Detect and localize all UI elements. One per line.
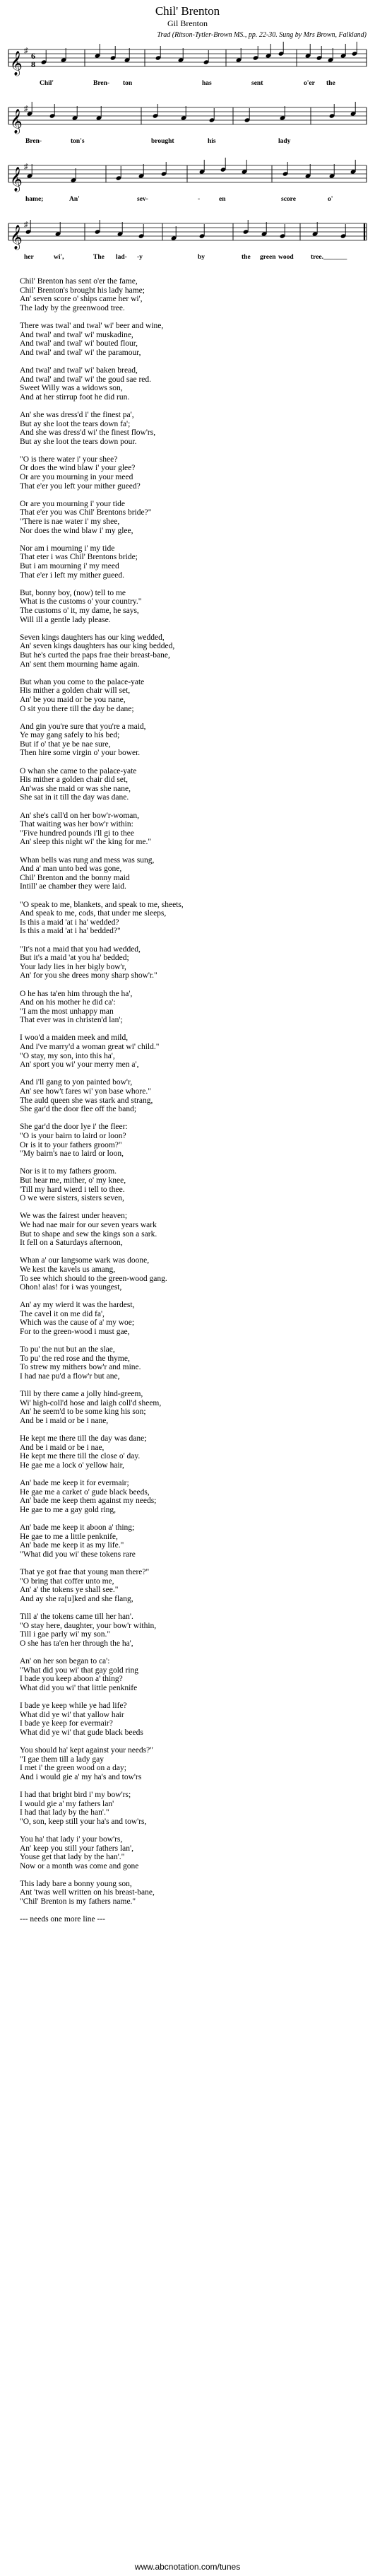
stanza-line: And twal' and twal' wi' the paramour, bbox=[20, 348, 141, 357]
stanza-line: An' seven kings daughters has our king bedded, bbox=[20, 642, 175, 651]
stanza-line: But he's curted the paps frae their breast-bane, bbox=[20, 650, 170, 660]
score-lyric-syllable: his bbox=[208, 138, 216, 145]
treble-clef-icon: 𝄞 bbox=[10, 52, 23, 75]
stanza bbox=[20, 500, 359, 535]
stanza bbox=[20, 1034, 359, 1069]
stanza-line: The auld queen she was stark and strang, bbox=[20, 1096, 153, 1105]
stanza-line: I met i' the green wood on a day; bbox=[20, 1764, 126, 1773]
tune-source: Trad (Ritson-Tytler-Brown MS., pp. 22-30. Sung by Mrs Brown, Falkland) bbox=[157, 31, 367, 39]
stanza-line: And ay she ra[u]ked and she flang, bbox=[20, 1594, 133, 1603]
stanza-line: Chil' Brenton and the bonny maid bbox=[20, 873, 130, 882]
stanza-line: You should ha' kept against your needs?" bbox=[20, 1745, 153, 1755]
stanza-line: "Five hundred pounds i'll gi to thee bbox=[20, 829, 134, 838]
stanza-line: What is the customs o' your country." bbox=[20, 597, 142, 607]
stanza-line: He gae me a carket o' gude black beeds, bbox=[20, 1487, 150, 1497]
stanza-line: "O stay here, daughter, your bow'r within, bbox=[20, 1621, 157, 1630]
score-lyric-syllable: sev- bbox=[137, 196, 148, 203]
stanza-line: Now or a month was come and gone bbox=[20, 1861, 139, 1870]
stanza-line: An' sleep this night wi' the king for me." bbox=[20, 838, 152, 847]
stanza-line: Nor does the wind blaw i' my glee, bbox=[20, 526, 133, 535]
stanza-line: I had nae pu'd a flow'r but ane, bbox=[20, 1372, 120, 1381]
stanza-line: And speak to me, cods, that under me sleeps, bbox=[20, 909, 167, 918]
stanza bbox=[20, 1078, 359, 1113]
score-lyric-syllable: en bbox=[219, 196, 226, 203]
stanza bbox=[20, 1791, 359, 1826]
time-signature: 6 bbox=[31, 51, 35, 61]
stanza-line: Ye may gang safely to his bed; bbox=[20, 731, 120, 740]
score-lyric-syllable: o' bbox=[328, 196, 333, 203]
stanza-line: An' bade me keep it for evermair; bbox=[20, 1479, 129, 1488]
stanza bbox=[20, 812, 359, 847]
stanza-line: Seven kings daughters has our king wedded, bbox=[20, 633, 165, 642]
stanza bbox=[20, 1167, 359, 1202]
sharp-icon: ♯ bbox=[24, 163, 28, 171]
stanza-line: He kept me there till the close o' day. bbox=[20, 1452, 141, 1461]
stanza bbox=[20, 1390, 359, 1425]
stanza-line: We kest the kavels us amang, bbox=[20, 1265, 116, 1274]
stanza-line: And be i maid or be i nae, bbox=[20, 1443, 105, 1452]
stanza-line: An' on her son began to ca': bbox=[20, 1657, 110, 1666]
stanza bbox=[20, 1479, 359, 1514]
stanza-line: "My bairn's nae to laird or loon, bbox=[20, 1149, 124, 1159]
stanza-line: I had that bright bird i' my bow'rs; bbox=[20, 1790, 131, 1799]
stanza-line: She gar'd the door flee off the band; bbox=[20, 1105, 137, 1114]
stanza-line: It fell on a Saturdays afternoon, bbox=[20, 1239, 123, 1248]
stanza-line: "I gae them till a lady gay bbox=[20, 1755, 105, 1764]
stanza-line: And i've marry'd a woman great wi' child." bbox=[20, 1043, 160, 1052]
score-lyric-syllable: lad- bbox=[116, 254, 127, 261]
music-score bbox=[0, 40, 375, 273]
stanza-line: I woo'd a maiden meek and mild, bbox=[20, 1034, 129, 1043]
stanza-line: I would gie a' my fathers lan' bbox=[20, 1799, 114, 1808]
score-lyric-syllable: - bbox=[198, 196, 201, 203]
stanza-line: This lady bare a bonny young son, bbox=[20, 1879, 132, 1888]
score-lyric-syllable: the bbox=[326, 80, 335, 87]
stanza-line: And twal' and twal' wi' the goud sae red. bbox=[20, 375, 152, 384]
stanza-line: An' keep you still your fathers lan', bbox=[20, 1844, 133, 1853]
stanza-line: The customs o' it, my dame, he says, bbox=[20, 606, 139, 615]
stanza-line: O whan she came to the palace-yate bbox=[20, 766, 137, 775]
stanza bbox=[20, 945, 359, 980]
stanza-line: She gar'd the door lye i' the fleer: bbox=[20, 1123, 128, 1132]
stanza-line: He gae me a lock o' yellow hair, bbox=[20, 1460, 124, 1470]
stanza-line: What did ye wi' that yallow hair bbox=[20, 1710, 124, 1719]
score-lyric-syllable: ton's bbox=[71, 138, 85, 145]
stanza-line: O we were sisters, sisters seven, bbox=[20, 1194, 124, 1203]
stanza-line: She sat in it till the day was dane. bbox=[20, 793, 129, 802]
stanza-line: I bade ye keep for evermair? bbox=[20, 1719, 113, 1728]
stanza-line: Is this a maid 'at i ha' bedded?" bbox=[20, 927, 121, 936]
stanza-line: And i would gie a' my ha's and tow'rs bbox=[20, 1772, 142, 1781]
stanza-line: He kept me there till the day was dane; bbox=[20, 1434, 147, 1444]
stanza-line: Will ill a gentle lady please. bbox=[20, 615, 111, 624]
stanza-line: We was the fairest under heaven; bbox=[20, 1212, 128, 1221]
stanza-line: And twal' and twal' wi' baken bread, bbox=[20, 365, 138, 375]
stanza-line: That waiting was her bow'r within: bbox=[20, 820, 133, 829]
stanza-line: An' bade me keep it aboon a' thing; bbox=[20, 1523, 135, 1533]
stanza-line: O he has ta'en him through the ha', bbox=[20, 989, 133, 998]
stanza-line: To see which should to the green-wood gang. bbox=[20, 1274, 167, 1283]
stanza-line: To strew my mithers bow'r and mine. bbox=[20, 1363, 141, 1372]
score-lyric-syllable: ton bbox=[123, 80, 133, 87]
stanza bbox=[20, 1434, 359, 1470]
stanza-line: Chil' Brenton has sent o'er the fame, bbox=[20, 277, 138, 286]
stanza-line: And i'll gang to yon painted bow'r, bbox=[20, 1078, 133, 1087]
stanza-line: "What did you wi' that gay gold ring bbox=[20, 1665, 139, 1675]
stanza-line: An' see how't fares wi' yon base whore." bbox=[20, 1087, 151, 1096]
stanza-line: Nor is it to my fathers groom. bbox=[20, 1167, 117, 1176]
stanza-line: O she has ta'en her through the ha', bbox=[20, 1639, 133, 1648]
stanza bbox=[20, 990, 359, 1025]
stanza bbox=[20, 1746, 359, 1781]
stanza-line: Whan a' our langsome wark was doone, bbox=[20, 1256, 150, 1265]
sharp-icon: ♯ bbox=[24, 221, 28, 229]
stanza-line: And gin you're sure that you're a maid, bbox=[20, 722, 146, 731]
score-lyric-syllable: wi', bbox=[54, 254, 64, 261]
stanza-line: To pu' the nut but an the slae, bbox=[20, 1345, 115, 1354]
time-signature: 8 bbox=[31, 59, 35, 69]
stanza-line: An' bade me keep them against my needs; bbox=[20, 1497, 157, 1506]
stanza-line: Or does the wind blaw i' your glee? bbox=[20, 464, 136, 473]
stanza bbox=[20, 1123, 359, 1158]
tune-title: Chil' Brenton bbox=[155, 4, 220, 18]
stanza-line: An' ay my wierd it was the hardest, bbox=[20, 1301, 135, 1310]
score-lyric-syllable: An' bbox=[69, 196, 80, 203]
stanza-line: Which was the cause of a' my woe; bbox=[20, 1318, 135, 1328]
stanza-line: "I am the most unhappy man bbox=[20, 1007, 114, 1016]
stanza bbox=[20, 366, 359, 402]
stanza-line: "O is your bairn to laird or loon? bbox=[20, 1132, 126, 1140]
stanza bbox=[20, 1568, 359, 1603]
sharp-icon: ♯ bbox=[24, 47, 28, 55]
sharp-icon: ♯ bbox=[24, 105, 28, 113]
stanza bbox=[20, 1256, 359, 1292]
stanza-line: And on his mother he did ca': bbox=[20, 998, 116, 1007]
stanza bbox=[20, 633, 359, 669]
stanza-line: Wi' high-coll'd hose and laigh coll'd sheem, bbox=[20, 1398, 162, 1407]
stanza bbox=[20, 767, 359, 802]
stanza-line: And a' man unto bed was gone, bbox=[20, 865, 122, 874]
stanza-line: Or is it to your fathers groom?" bbox=[20, 1140, 122, 1149]
stanza bbox=[20, 1835, 359, 1870]
stanza bbox=[20, 322, 359, 357]
stanza-line: Youse get that lady by the han'." bbox=[20, 1853, 125, 1862]
stanza-line: But i am mourning i' my meed bbox=[20, 562, 119, 570]
stanza-line: And twal' and twal' wi' muskadine, bbox=[20, 330, 133, 339]
score-lyric-syllable: -y bbox=[137, 254, 143, 261]
stanza-line: "What did you wi' these tokens rare bbox=[20, 1550, 136, 1559]
score-lyric-syllable: lady bbox=[278, 138, 291, 145]
more-text: --- needs one more line --- bbox=[20, 1915, 106, 1924]
stanza-line: Your lady lies in her bigly bow'r, bbox=[20, 962, 126, 971]
stanza-line: Till by there came a jolly hind-greem, bbox=[20, 1390, 143, 1399]
stanza-line: An' be you maid or be you nane, bbox=[20, 695, 126, 704]
stanza bbox=[20, 901, 359, 936]
stanza-line: You ha' that lady i' your bow'rs, bbox=[20, 1834, 123, 1844]
stanza-line: We had nae mair for our seven years wark bbox=[20, 1220, 157, 1229]
stanza-line: "It's not a maid that you had wedded, bbox=[20, 944, 141, 954]
score-lyric-syllable: Bren- bbox=[93, 80, 110, 87]
stanza-line: That ye got frae that young man there?" bbox=[20, 1568, 150, 1577]
stanza-line: Intill' ae chamber they were laid. bbox=[20, 882, 126, 891]
stanza-line: "O bring that coffer unto me, bbox=[20, 1576, 114, 1586]
stanza-line: Till a' the tokens came till her han'. bbox=[20, 1612, 133, 1622]
stanza-line: "O speak to me, blankets, and speak to me, sheets, bbox=[20, 900, 184, 909]
stanza-line: There was twal' and twal' wi' beer and wine, bbox=[20, 321, 164, 330]
stanza-line: But hear me, mither, o' my knee, bbox=[20, 1176, 126, 1185]
stanza-line: What did ye wi' that gude black beeds bbox=[20, 1728, 143, 1737]
stanza-line: "Chil' Brenton is my fathers name." bbox=[20, 1897, 136, 1907]
stanza-line: To pu' the red rose and the thyme, bbox=[20, 1354, 130, 1363]
stanza-line: Whan bells was rung and mess was sung, bbox=[20, 855, 155, 865]
stanza-line: But, bonny boy, (now) tell to me bbox=[20, 588, 126, 597]
stanza-line: The lady by the greenwood tree. bbox=[20, 303, 125, 312]
stanza bbox=[20, 1212, 359, 1247]
score-lyric-syllable: Bren- bbox=[25, 138, 42, 145]
stanza-line: O sit you there till the day be dane; bbox=[20, 704, 134, 713]
stanza-line: What did you wi' that little penknife bbox=[20, 1683, 138, 1692]
stanza-line: An' a' the tokens ye shall see." bbox=[20, 1586, 119, 1595]
score-lyric-syllable: tree._______ bbox=[311, 254, 347, 261]
stanza-line: Till i gae parly wi' my son." bbox=[20, 1630, 111, 1639]
score-lyric-syllable: Chil' bbox=[40, 80, 54, 87]
stanza bbox=[20, 455, 359, 491]
stanza-line: But it's a maid 'at you ha' bedded; bbox=[20, 954, 129, 963]
stanza-line: An' bade me keep it as my life." bbox=[20, 1541, 124, 1550]
stanza-line: I bade you keep aboon a' thing? bbox=[20, 1675, 123, 1684]
stanza-line: The cavel it on me did fa', bbox=[20, 1309, 105, 1318]
stanza-line: And she was dress'd wi' the finest flow'rs, bbox=[20, 428, 156, 438]
stanza-line: Ant 'twas well written on his breast-bane, bbox=[20, 1888, 155, 1897]
stanza bbox=[20, 1345, 359, 1381]
score-lyric-syllable: brought bbox=[151, 138, 174, 145]
stanza-line: Ohon! alas! for i was youngest, bbox=[20, 1283, 122, 1292]
stanza-line: An'was she maid or was she nane, bbox=[20, 784, 131, 793]
stanza-line: An' sent them mourning hame again. bbox=[20, 660, 140, 669]
stanza-line: An' he seem'd to be some king his son; bbox=[20, 1407, 146, 1417]
stanza-line: For to the green-wood i must gae, bbox=[20, 1328, 130, 1337]
stanza-line: An' sport you wi' your merry men a', bbox=[20, 1060, 139, 1070]
stanza-line: "O stay, my son, into this ha', bbox=[20, 1051, 115, 1060]
score-lyric-syllable: wood bbox=[278, 254, 294, 261]
stanza-line: An' for you she drees mony sharp show'r." bbox=[20, 971, 157, 980]
stanza-line: An' seven score o' ships came her wi', bbox=[20, 295, 143, 304]
stanza-line: Sweet Willy was a widows son, bbox=[20, 384, 123, 393]
score-lyric-syllable: score bbox=[281, 196, 296, 203]
stanza-line: He gae to me a gay gold ring, bbox=[20, 1505, 117, 1514]
stanza-line: That eter i was Chil' Brentons bride; bbox=[20, 553, 138, 562]
stanza bbox=[20, 678, 359, 713]
stanza-line: Then hire some virgin o' your bower. bbox=[20, 749, 141, 758]
stanza bbox=[20, 1702, 359, 1737]
stanza-line: His mither a golden chair will set, bbox=[20, 686, 131, 696]
stanza-line: 'Till my hard wierd i tell to thee. bbox=[20, 1185, 125, 1194]
stanza-line: And at her stirrup foot he did run. bbox=[20, 392, 130, 402]
treble-clef-icon: 𝄞 bbox=[10, 110, 23, 133]
stanza-line: But ay she loot the tears down pour. bbox=[20, 437, 137, 446]
score-lyric-syllable: by bbox=[198, 254, 206, 261]
stanza-line: But ay she loot the tears down fa'; bbox=[20, 419, 131, 428]
stanza-line: And twal' and twal' wi' bouted flour, bbox=[20, 339, 138, 349]
stanza bbox=[20, 1612, 359, 1648]
stanza bbox=[20, 1523, 359, 1559]
stanza-line: Chil' Brenton's brought his lady hame; bbox=[20, 286, 145, 295]
stanza-line: But whan you come to the palace-yate bbox=[20, 677, 145, 686]
stanza-line: That e'er you left your mither gueed? bbox=[20, 481, 141, 491]
stanza bbox=[20, 1301, 359, 1336]
stanza-line: An' she's call'd on her bow'r-woman, bbox=[20, 811, 140, 820]
stanza-line: That e'er i left my mither gueed. bbox=[20, 570, 125, 580]
stanza-line: I bade ye keep while ye had life? bbox=[20, 1702, 127, 1710]
stanza-line: Is this a maid 'at i ha' wedded? bbox=[20, 918, 119, 927]
stanza bbox=[20, 589, 359, 624]
score-lyric-syllable: has bbox=[202, 80, 212, 87]
score-lyric-syllable: sent bbox=[251, 80, 263, 87]
stanza bbox=[20, 722, 359, 758]
stanza-line: Or are you mourning in your meed bbox=[20, 473, 133, 482]
stanza bbox=[20, 1880, 359, 1907]
stanza-line: An' she was dress'd i' the finest pa', bbox=[20, 410, 134, 419]
stanza-line: That ever was in christen'd lan'; bbox=[20, 1016, 123, 1025]
footer-url[interactable]: www.abcnotation.com/tunes bbox=[134, 2562, 241, 2572]
treble-clef-icon: 𝄞 bbox=[10, 168, 23, 191]
stanza bbox=[20, 856, 359, 891]
stanza-line: He gae to me a little penknife, bbox=[20, 1532, 118, 1541]
score-lyric-syllable: The bbox=[93, 254, 105, 261]
stanza bbox=[20, 544, 359, 580]
score-lyric-syllable: o'er bbox=[304, 80, 315, 87]
stanza-line: "There is nae water i' my shee, bbox=[20, 517, 120, 527]
stanza-line: "O is there water i' your shee? bbox=[20, 455, 118, 464]
stanza-line: "O, son, keep still your ha's and tow'rs, bbox=[20, 1817, 147, 1826]
lyrics-text bbox=[20, 277, 359, 1924]
stanza-line: His mither a golden chair did set, bbox=[20, 775, 128, 785]
score-lyric-syllable: her bbox=[24, 254, 34, 261]
stanza-line: I had that lady by the han'." bbox=[20, 1808, 109, 1817]
stanza bbox=[20, 277, 359, 312]
stanza-line: And be i maid or be i nane, bbox=[20, 1417, 109, 1425]
stanza-line: That e'er you was Chil' Brentons bride?" bbox=[20, 508, 152, 517]
stanza bbox=[20, 1657, 359, 1692]
tune-composer: Gil Brenton bbox=[167, 18, 208, 28]
stanza bbox=[20, 411, 359, 446]
stanza-line: Nor am i mourning i' my tide bbox=[20, 544, 115, 553]
score-lyric-syllable: hame; bbox=[25, 196, 44, 203]
stanza-line: But to shape and sew the kings son a sark. bbox=[20, 1229, 157, 1239]
treble-clef-icon: 𝄞 bbox=[10, 226, 23, 249]
score-lyric-syllable: the bbox=[242, 254, 251, 261]
stanza-line: Or are you mourning i' your tide bbox=[20, 499, 125, 508]
stanza-line: But if o' that ye be nae sure, bbox=[20, 739, 111, 749]
score-lyric-syllable: green bbox=[260, 254, 276, 261]
